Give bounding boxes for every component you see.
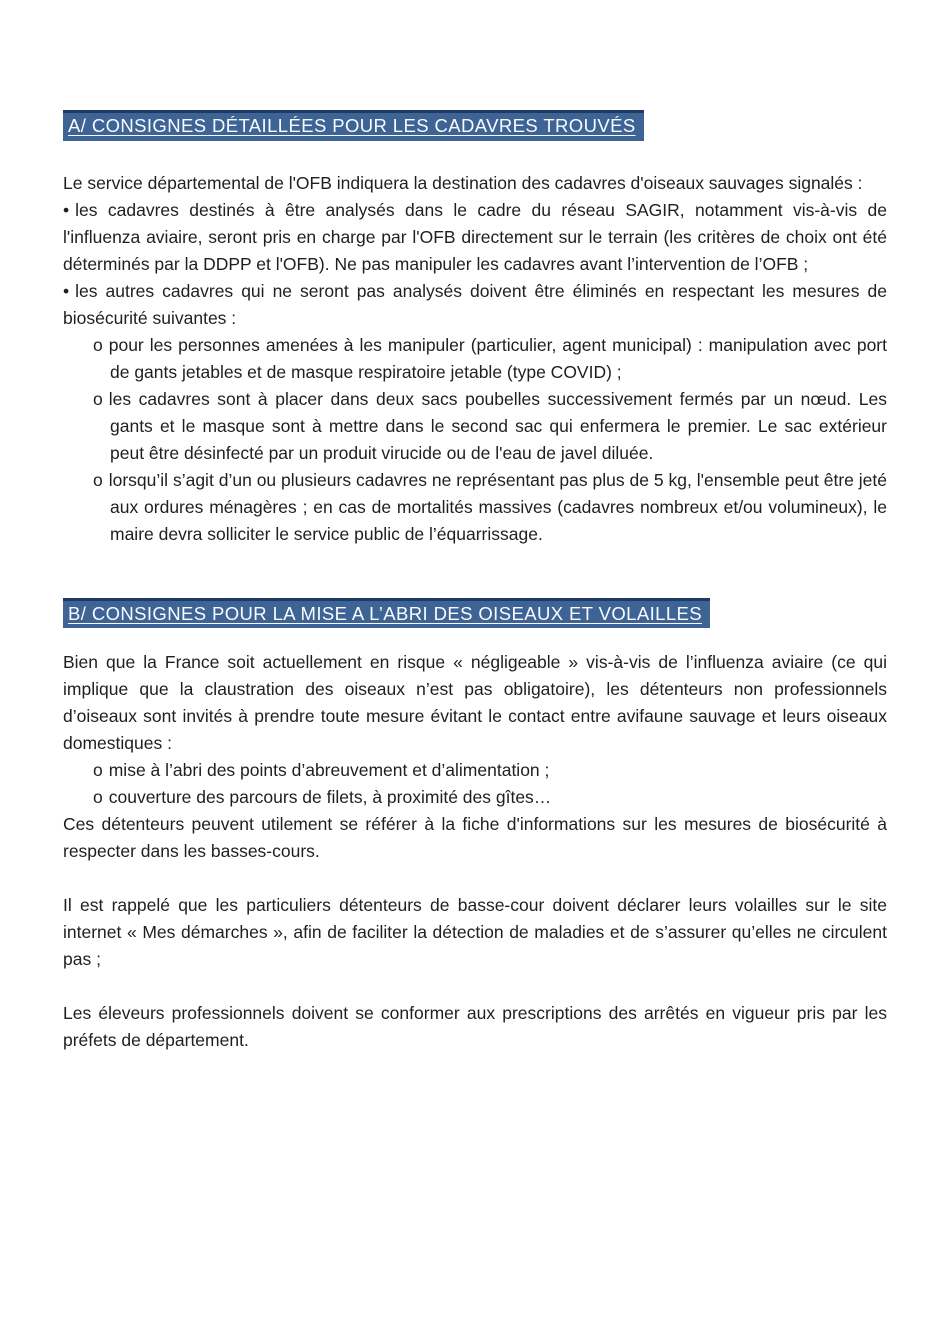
section-a-bullet-1 (63, 197, 887, 278)
section-b-sub-bullet-1 (63, 757, 887, 784)
bullet-dot-icon: • (63, 199, 70, 220)
section-b-sub-bullet-2-text: couverture des parcours de filets, à proximité des gîtes… (108, 787, 552, 807)
section-a-sub-bullet-3 (63, 467, 887, 548)
section-a-intro-paragraph: Le service départemental de l'OFB indiquera la destination des cadavres d'oiseaux sauvages signalés : (63, 172, 863, 193)
section-a-sub-bullet-1-text: pour les personnes amenées à les manipuler (particulier, agent municipal) : manipulation avec port de gants jetables et de masque respiratoire jetable (type COVID) ; (108, 334, 887, 382)
section-b-sub-bullet-2 (63, 784, 887, 811)
section-a-bullet-1-text: les cadavres destinés à être analysés dans le cadre du réseau SAGIR, notamment vis-à-vis de l'influenza aviaire, seront pris en charge par l'OFB directement sur le terrain (les critères de choix ont été déterminés par la DDPP et l'OFB). Ne pas manipuler les cadavres avant l’intervention de l’OFB ; (63, 199, 887, 274)
section-a-bullet-2-text: les autres cadavres qui ne seront pas analysés doivent être éliminés en respectant les mesures de biosécurité suivantes : (63, 280, 887, 328)
section-b-sub-bullet-1-text: mise à l’abri des points d’abreuvement et d’alimentation ; (108, 760, 550, 780)
section-a-heading (63, 110, 887, 141)
section-b-paragraph-3: Il est rappelé que les particuliers détenteurs de basse-cour doivent déclarer leurs volailles sur le site internet « Mes démarches », afin de faciliter la détection de maladies et de s’assurer qu’elles ne circulent pas ; (63, 895, 887, 969)
bullet-circle-icon: o (93, 469, 103, 490)
section-b-paragraph-4: Les éleveurs professionnels doivent se conformer aux prescriptions des arrêtés en vigueur pris par les préfets de département. (63, 1003, 887, 1050)
bullet-circle-icon: o (93, 334, 103, 355)
section-shelter (63, 598, 887, 1055)
section-a-sub-bullet-2 (63, 386, 887, 467)
section-b-heading (63, 598, 887, 629)
section-b-paragraph-2: Ces détenteurs peuvent utilement se référer à la fiche d'informations sur les mesures de biosécurité à respecter dans les basses-cours. (63, 814, 887, 861)
section-b-heading-highlight: B/ CONSIGNES POUR LA MISE A L’ABRI DES OISEAUX ET VOLAILLES (63, 598, 710, 629)
bullet-circle-icon: o (93, 388, 103, 409)
section-carcasses (63, 110, 887, 548)
section-a-heading-highlight: A/ CONSIGNES DÉTAILLÉES POUR LES CADAVRES TROUVÉS (63, 110, 644, 141)
section-b-intro-paragraph: Bien que la France soit actuellement en risque « négligeable » vis-à-vis de l’influenza aviaire (ce qui implique que la claustration des oiseaux n’est pas obligatoire), les détenteurs non professionnels d’oiseaux sont invités à prendre toute mesure évitant le contact entre avifaune sauvage et leurs oiseaux domestiques : (63, 652, 887, 753)
section-a-sub-bullet-1 (63, 332, 887, 386)
section-a-sub-bullet-3-text: lorsqu’il s’agit d’un ou plusieurs cadavres ne représentant pas plus de 5 kg, l'ensemble peut être jeté aux ordures ménagères ; en cas de mortalités massives (cadavres nombreux et/ou volumineux), le maire devra solliciter le service public de l’équarrissage. (108, 469, 887, 544)
bullet-circle-icon: o (93, 787, 103, 807)
section-a-sub-bullet-2-text: les cadavres sont à placer dans deux sacs poubelles successivement fermés par un nœud. Les gants et le masque sont à mettre dans le second sac qui enfermera le premier. Le sac extérieur peut être désinfecté par un produit virucide ou de l'eau de javel diluée. (108, 388, 887, 463)
bullet-dot-icon: • (63, 280, 70, 301)
section-a-bullet-2 (63, 278, 887, 332)
bullet-circle-icon: o (93, 760, 103, 780)
